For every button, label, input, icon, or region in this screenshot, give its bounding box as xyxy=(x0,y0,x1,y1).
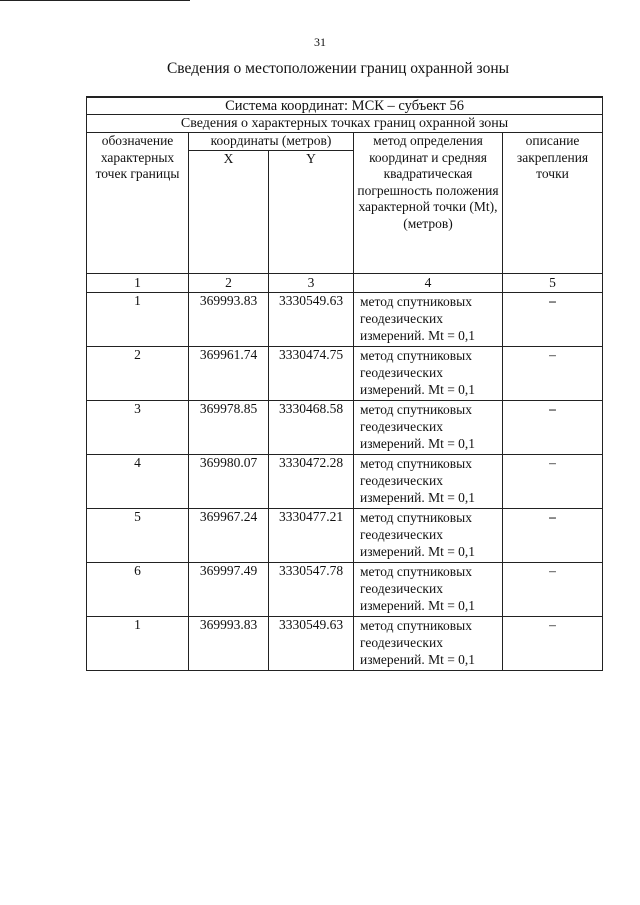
method-cell xyxy=(354,455,503,509)
table-row xyxy=(87,509,603,563)
fixing-cell: – xyxy=(503,347,603,401)
method-cell xyxy=(354,509,503,563)
method-line: измерений. Mt = 0,1 xyxy=(360,328,476,343)
page-number: 31 xyxy=(314,35,326,49)
method-line: геодезических xyxy=(360,365,443,380)
method-line: измерений. Mt = 0,1 xyxy=(360,490,476,505)
y-cell: 3330549.63 xyxy=(269,293,354,347)
column-number: 2 xyxy=(189,274,269,293)
method-line: метод спутниковых xyxy=(360,510,472,525)
fixing-cell: – xyxy=(503,563,603,617)
x-cell: 369980.07 xyxy=(189,455,269,509)
method-line: метод спутниковых xyxy=(360,348,472,363)
point-cell: 1 xyxy=(87,617,189,671)
method-cell xyxy=(354,293,503,347)
x-cell: 369997.49 xyxy=(189,563,269,617)
header-method: метод определения координат и средняя квадратическая погрешность положения характерной точки (Mt), (метров) xyxy=(354,133,503,274)
column-number: 4 xyxy=(354,274,503,293)
table-row xyxy=(87,401,603,455)
point-cell: 5 xyxy=(87,509,189,563)
fixing-cell: – xyxy=(503,509,603,563)
fixing-cell: – xyxy=(503,617,603,671)
method-line: измерений. Mt = 0,1 xyxy=(360,382,476,397)
header-coordinates: координаты (метров) xyxy=(189,133,354,151)
header-x: X xyxy=(189,151,269,274)
method-line: метод спутниковых xyxy=(360,564,472,579)
method-line: геодезических xyxy=(360,473,443,488)
table-row xyxy=(87,563,603,617)
method-cell xyxy=(354,617,503,671)
x-cell: 369961.74 xyxy=(189,347,269,401)
method-line: измерений. Mt = 0,1 xyxy=(360,544,476,559)
point-cell: 4 xyxy=(87,455,189,509)
x-cell: 369993.83 xyxy=(189,617,269,671)
header-point-designation: обозначение характерных точек границы xyxy=(87,133,189,274)
method-cell xyxy=(354,401,503,455)
method-line: геодезических xyxy=(360,527,443,542)
column-number: 1 xyxy=(87,274,189,293)
method-line: геодезических xyxy=(360,419,443,434)
method-line: измерений. Mt = 0,1 xyxy=(360,652,476,667)
method-line: метод спутниковых xyxy=(360,456,472,471)
fixing-cell: – xyxy=(503,455,603,509)
header-y: Y xyxy=(269,151,354,274)
y-cell: 3330547.78 xyxy=(269,563,354,617)
method-cell xyxy=(354,347,503,401)
coordinate-system-cell: Система координат: МСК – субъект 56 xyxy=(87,97,603,115)
section-heading-cell: Сведения о характерных точках границ охранной зоны xyxy=(87,115,603,133)
method-line: метод спутниковых xyxy=(360,402,472,417)
method-cell xyxy=(354,563,503,617)
point-cell: 1 xyxy=(87,293,189,347)
top-rule xyxy=(0,0,190,1)
method-line: измерений. Mt = 0,1 xyxy=(360,436,476,451)
y-cell: 3330549.63 xyxy=(269,617,354,671)
method-line: геодезических xyxy=(360,581,443,596)
point-cell: 2 xyxy=(87,347,189,401)
method-line: метод спутниковых xyxy=(360,294,472,309)
method-line: геодезических xyxy=(360,311,443,326)
header-fixing-description: описание закрепления точки xyxy=(503,133,603,274)
y-cell: 3330468.58 xyxy=(269,401,354,455)
x-cell: 369993.83 xyxy=(189,293,269,347)
method-line: метод спутниковых xyxy=(360,618,472,633)
x-cell: 369967.24 xyxy=(189,509,269,563)
fixing-cell: – xyxy=(503,401,603,455)
method-line: измерений. Mt = 0,1 xyxy=(360,598,476,613)
method-line: геодезических xyxy=(360,635,443,650)
table-row xyxy=(87,455,603,509)
document-title: Сведения о местоположении границ охранной зоны xyxy=(166,60,510,77)
column-number: 3 xyxy=(269,274,354,293)
x-cell: 369978.85 xyxy=(189,401,269,455)
y-cell: 3330472.28 xyxy=(269,455,354,509)
table-row xyxy=(87,617,603,671)
fixing-cell: – xyxy=(503,293,603,347)
column-numbers-row xyxy=(87,274,603,293)
table-row xyxy=(87,293,603,347)
y-cell: 3330477.21 xyxy=(269,509,354,563)
table-row xyxy=(87,347,603,401)
point-cell: 3 xyxy=(87,401,189,455)
boundary-points-table xyxy=(86,96,603,671)
y-cell: 3330474.75 xyxy=(269,347,354,401)
column-number: 5 xyxy=(503,274,603,293)
point-cell: 6 xyxy=(87,563,189,617)
